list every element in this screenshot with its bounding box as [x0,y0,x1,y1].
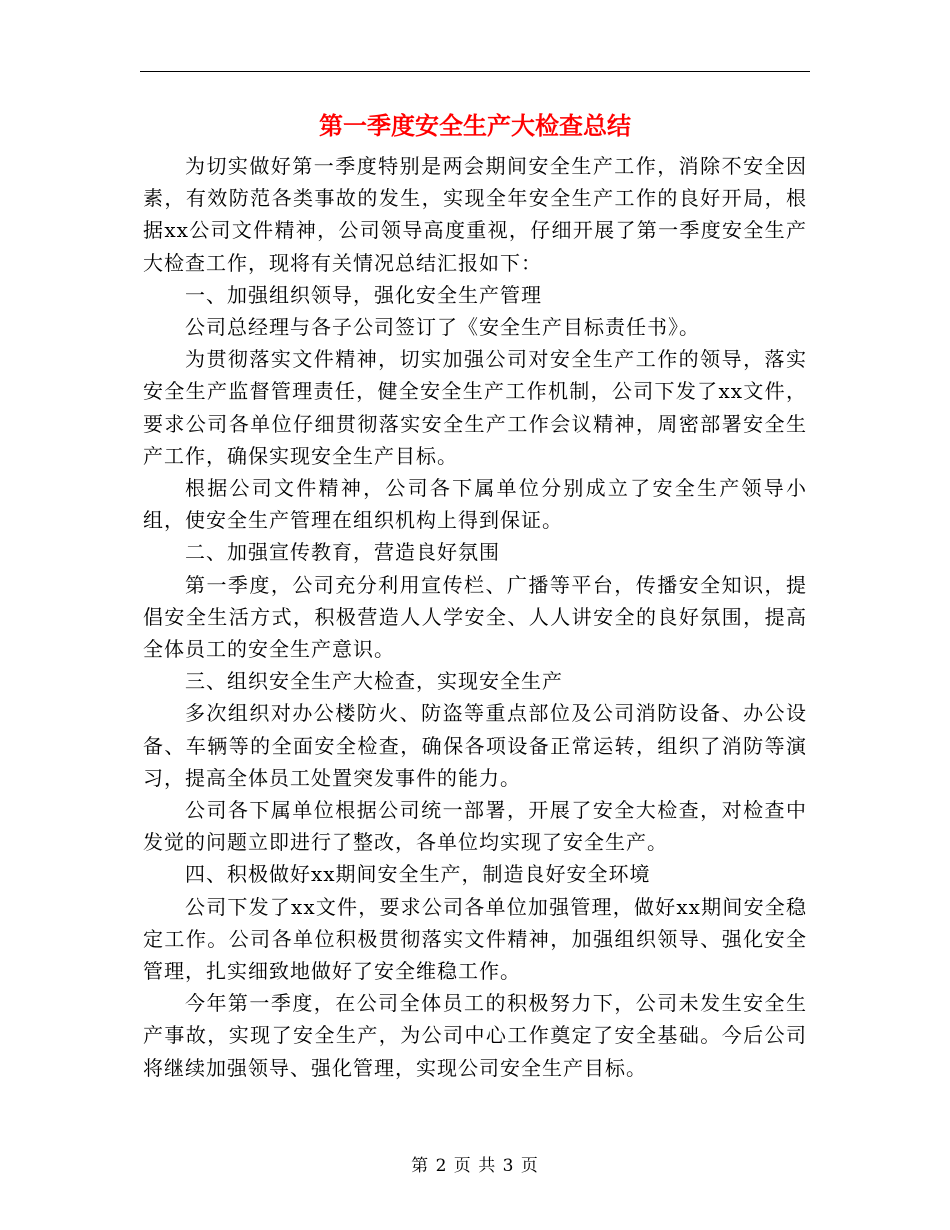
document-body [143,150,807,1084]
page-number-footer: 第 2 页 共 3 页 [411,1156,539,1176]
paragraph: 公司总经理与各子公司签订了《安全生产目标责任书》。 [185,315,700,340]
section-heading-2: 二、加强宣传教育，营造良好氛围 [185,540,500,565]
header-rule [140,71,810,72]
section-heading-1: 一、加强组织领导，强化安全生产管理 [185,282,542,307]
document-title: 第一季度安全生产大检查总结 [319,111,631,140]
paragraph: 根据公司文件精神，公司各下属单位分别成立了安全生产领导小组，使安全生产管理在组织机构上得到保证。 [143,476,807,533]
paragraph: 多次组织对办公楼防火、防盗等重点部位及公司消防设备、办公设备、车辆等的全面安全检查，确保各项设备正常运转，组织了消防等演习，提高全体员工处置突发事件的能力。 [143,701,807,790]
paragraph: 公司各下属单位根据公司统一部署，开展了安全大检查，对检查中发觉的问题立即进行了整改，各单位均实现了安全生产。 [143,798,807,855]
paragraph: 为贯彻落实文件精神，切实加强公司对安全生产工作的领导，落实安全生产监督管理责任，健全安全生产工作机制，公司下发了xx文件，要求公司各单位仔细贯彻落实安全生产工作会议精神，周密部署安全生产工作，确保实现安全生产目标。 [143,347,807,468]
paragraph-intro: 为切实做好第一季度特别是两会期间安全生产工作，消除不安全因素，有效防范各类事故的发生，实现全年安全生产工作的良好开局，根据xx公司文件精神，公司领导高度重视，仔细开展了第一季度安全生产大检查工作，现将有关情况总结汇报如下： [143,154,807,275]
paragraph: 公司下发了xx文件，要求公司各单位加强管理，做好xx期间安全稳定工作。公司各单位积极贯彻落实文件精神，加强组织领导、强化安全管理，扎实细致地做好了安全维稳工作。 [143,894,807,984]
paragraph: 第一季度，公司充分利用宣传栏、广播等平台，传播安全知识，提倡安全生活方式，积极营造人人学安全、人人讲安全的良好氛围，提高全体员工的安全生产意识。 [143,572,807,662]
section-heading-4: 四、积极做好xx期间安全生产，制造良好安全环境 [185,862,651,887]
paragraph-conclusion: 今年第一季度，在公司全体员工的积极努力下，公司未发生安全生产事故，实现了安全生产，为公司中心工作奠定了安全基础。今后公司将继续加强领导、强化管理，实现公司安全生产目标。 [143,991,807,1080]
section-heading-3: 三、组织安全生产大检查，实现安全生产 [185,669,563,694]
